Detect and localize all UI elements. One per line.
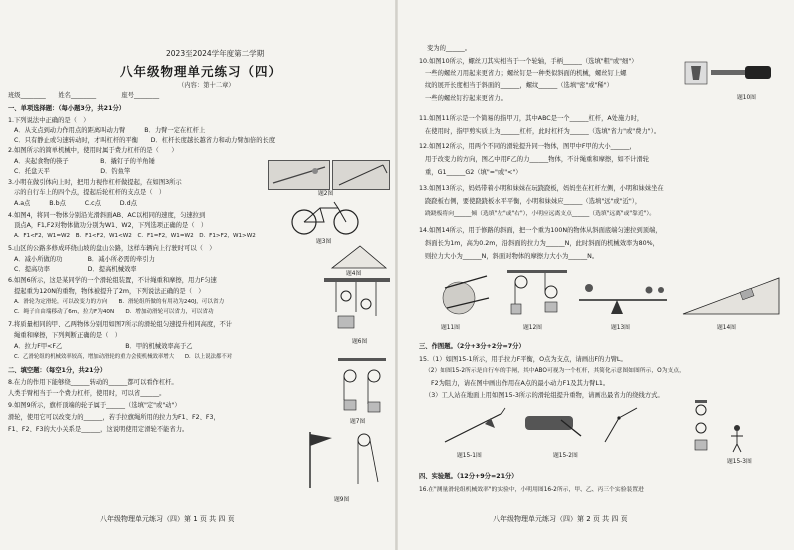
q10-stem-2: 一些的螺丝刀用起来更省力；螺丝钉是一种类似斜面的机械，螺丝钉上螺 bbox=[425, 70, 627, 77]
q14-stem-2: 斜面长为1m，高为0.2m，沿斜面的拉力为______N，此时斜面的机械效率为80%， bbox=[425, 240, 659, 247]
q4-stem-2: 顶点A，F1,F2对物体做功分别为W1、W2，下列选项正确的是（ ） bbox=[14, 222, 208, 229]
student-info: 班级________ 姓名________ 座号________ bbox=[8, 92, 160, 99]
q13-stem-2: 跷跷板右侧，要使跷跷板水平平衡，小明和妹妹应______（选填"远"或"近"）， bbox=[425, 198, 642, 205]
page-footer-right: 八年级物理单元练习（四）第 2 页 共 四 页 bbox=[493, 515, 628, 523]
figure-4-caption: 题4图 bbox=[346, 271, 362, 277]
q7-stem: 7.将质量相同的甲、乙两物体分别用如图7所示的滑轮组匀速提升相同高度，不计 bbox=[8, 321, 233, 328]
q4-stem: 4.如图4，将同一物体分别沿光滑斜面AB、AC以相同的速度，匀速拉到 bbox=[8, 212, 206, 219]
q9-continued: 变为的______。 bbox=[427, 45, 472, 52]
q15-part3: （3）工人站在地面上用如图15-3所示的滑轮组提升重物，请画出最省力的绕线方式。 bbox=[425, 392, 664, 399]
page-footer-left: 八年级物理单元练习（四）第 1 页 共 四 页 bbox=[100, 515, 235, 523]
q3-options: A.a点 B.b点 C.c点 D.d点 bbox=[14, 200, 137, 207]
q1-options-cd: C．只有静止或匀速转动时，才叫杠杆的平衡 D．杠杆长度越长越省力和动力臂加倍的长度 bbox=[14, 137, 276, 144]
page-title: 八年级物理单元练习（四） bbox=[120, 64, 283, 79]
figure-13-caption: 题13图 bbox=[611, 325, 630, 331]
q3-stem-2: 示的自行车上的四个点，提起后轮杠杆的支点是（ ） bbox=[14, 189, 166, 196]
q1-stem: 1.下列说法中正确的是（ ） bbox=[8, 117, 90, 124]
section-1-title: 一、单项选择题：（每小题3分，共21分） bbox=[8, 105, 126, 112]
q11-stem: 11.如图11所示是一个简易的指甲刀，其中ABC是一个______杠杆，A处施力时， bbox=[419, 115, 644, 122]
q15-part2: （2）如图15-2所示是自行车的手闸，其中ABO可视为一个杠杆，其简化示意图如图所示，O为支点， bbox=[425, 368, 685, 374]
q2-options-cd: C．托盘天平 D．钓鱼竿 bbox=[14, 168, 131, 175]
q2-stem: 2.如图所示的简单机械中，使用时属于费力杠杆的是（ ） bbox=[8, 147, 178, 154]
page-right bbox=[397, 0, 794, 550]
q14-stem: 14.如图14所示，用于修路的斜面，把一个重为100N的物体从斜面底端匀速拉到顶端， bbox=[419, 227, 662, 234]
q16-stem: 16.在"测量滑轮组机械效率"的实验中，小明用图16-2所示，甲、乙、丙三个实验装置进 bbox=[419, 487, 644, 493]
q5-options-ab: A．减小所做的功 B．减小所必需的牵引力 bbox=[14, 256, 155, 263]
figure-6-caption: 题6图 bbox=[352, 339, 368, 345]
figure-14-caption: 题14图 bbox=[717, 325, 736, 331]
figure-7-caption: 题7图 bbox=[350, 419, 366, 425]
q8-stem: 8.在力的作用下能够绕______转动的______都可以看作杠杆。 bbox=[8, 379, 178, 386]
figure-2b-image bbox=[332, 160, 390, 190]
q9-stem-2: 滑轮，使用它可以改变力的______，若手拉旗绳所用的拉力为F1、F2、F3， bbox=[8, 414, 220, 421]
section-2-title: 二、填空题：（每空1分，共21分） bbox=[8, 367, 107, 374]
figure-11-caption: 题11图 bbox=[441, 325, 460, 331]
figure-12-pulleys bbox=[505, 268, 569, 320]
figure-15-2-caption: 题15-2图 bbox=[553, 453, 578, 459]
q9-stem: 9.如图9所示，旗杆顶端的轮子属于______（选填"定"或"动"） bbox=[8, 402, 181, 409]
figure-14-ramp bbox=[679, 272, 783, 318]
q2-options-ab: A．夹起食物的筷子 B．撬钉子的羊角锤 bbox=[14, 158, 155, 165]
figure-13-seesaw bbox=[575, 278, 671, 318]
q5-stem: 5.山区的公路多修成环绕山坡的盘山公路，这样车辆向上行驶时可以（ ） bbox=[8, 245, 216, 252]
q9-stem-3: F1、F2、F3的大小关系是______，这说明使用定滑轮不能省力。 bbox=[8, 426, 189, 433]
figure-15-3-worker-pulley bbox=[681, 398, 757, 456]
figure-2-image bbox=[268, 160, 330, 190]
figure-10-caption: 题10图 bbox=[737, 95, 756, 101]
figure-4-incline bbox=[330, 244, 388, 270]
q10-stem-4: 一些的螺丝钉拧起来更省力。 bbox=[425, 95, 507, 102]
figure-3-caption: 题3图 bbox=[316, 239, 332, 245]
q15-part1: 15.（1）如图15-1所示，用手拉力F平衡，O点为支点，请画出F的力臂L。 bbox=[419, 356, 627, 363]
q1-options-ab: A．从支点到动力作用点的距离叫动力臂 B．力臂一定在杠杆上 bbox=[14, 127, 206, 134]
figure-12-caption: 题12图 bbox=[523, 325, 542, 331]
q13-stem-3: 跷跷板将向______倾（选填"左"或"右"），小明应远离支点______（选填"远离"或"靠近"）。 bbox=[425, 211, 656, 217]
figure-2-caption: 题2图 bbox=[318, 191, 334, 197]
figure-6-pulley-system bbox=[322, 276, 392, 334]
q13-stem: 13.如图13所示，妈妈带着小明和妹妹在玩跷跷板，妈妈坐在杠杆左侧，小明和妹妹坐在 bbox=[419, 185, 664, 192]
exam-year: 2023至2024学年度第二学期 bbox=[166, 49, 265, 58]
figure-11-nail-clipper bbox=[437, 268, 497, 320]
q6-stem: 6.如图6所示，这是某同学的一个滑轮组装置，不计绳重和摩擦，用力F匀速 bbox=[8, 277, 217, 284]
figure-15-1-caption: 题15-1图 bbox=[457, 453, 482, 459]
q3-stem: 3.小明在做引体向上时，把用力视作杠杆做提起，在如图3所示 bbox=[8, 179, 182, 186]
q14-stem-3: 则拉力大小为______N，斜面对物体的摩擦力大小为______N。 bbox=[425, 253, 599, 260]
figure-9-flagpole bbox=[300, 428, 386, 490]
q10-stem: 10.如图10所示，螺丝刀其实相当于一个轮轴，手柄______（选填"粗"或"细"） bbox=[419, 58, 638, 65]
q12-stem: 12.如图12所示，用两个不同的滑轮提升同一物体，图甲中F甲的大小______， bbox=[419, 143, 636, 150]
q8-stem-2: 人类手臂相当于一个费力杠杆，使用时，可以省______。 bbox=[8, 390, 166, 397]
section-3-title: 三、作图题。（2分+3分+2分=7分） bbox=[419, 343, 525, 350]
q6-options-cd: C．绳子自由端移动了6m，拉力F为40N D．增加动滑轮可以省力，可以省功 bbox=[14, 309, 214, 315]
figure-9-caption: 题9图 bbox=[334, 497, 350, 503]
q10-stem-3: 纹的展开长度相当于斜面的______，螺纹______（选填"密"或"稀"） bbox=[425, 82, 613, 89]
figure-10-screwdriver bbox=[681, 56, 777, 90]
q6-options-ab: A．滑轮为定滑轮，可以改变力的方向 B．滑轮组所做的有用功为240J，可以省力 bbox=[14, 299, 225, 305]
figure-7-pulleys bbox=[336, 356, 388, 414]
q7-options-ab: A．拉力F甲<F乙 B．甲的机械效率高于乙 bbox=[14, 343, 193, 350]
figure-3-bicycle bbox=[290, 200, 360, 236]
figure-15-2-bike-brake bbox=[521, 402, 645, 450]
exam-scope: （内容：第十二章） bbox=[178, 82, 235, 89]
q7-stem-2: 绳重和摩擦，下列判断正确的是（ ） bbox=[14, 332, 122, 339]
q6-stem-2: 提起重为120N的重物，物体被提升了2m，下列说法正确的是（ ） bbox=[14, 288, 205, 295]
q12-stem-2: 用于改变力的方向，图乙中用F乙的力______物体，不计绳重和摩擦，如不计滑轮 bbox=[425, 156, 650, 163]
section-4-title: 四、实验题。（12分+9分=21分） bbox=[419, 473, 518, 480]
figure-15-3-caption: 题15-3图 bbox=[727, 459, 752, 465]
figure-15-1-hand-lever bbox=[441, 404, 511, 448]
q15-part2-b: F2为阻力，请在图中画出作用在A点的最小动力F1及其力臂L1。 bbox=[431, 380, 610, 387]
q7-options-cd: C．乙滑轮组的机械效率较高，增加动滑轮的重力会使机械效率增大 D．以上说法都不对 bbox=[14, 354, 233, 360]
q5-options-cd: C．提高功率 D．提高机械效率 bbox=[14, 266, 137, 273]
q11-stem-2: 在使用时，指甲剪实质上为______杠杆，此时杠杆为______（选填"省力"或"费力"）。 bbox=[425, 128, 661, 135]
q12-stem-3: 重，G1______G2（填"="或"<"） bbox=[425, 169, 522, 176]
q4-options: A．F1<F2，W1=W2 B．F1<F2，W1<W2 C．F1=F2，W1=W2 D．F1>F2，W1>W2 bbox=[14, 233, 256, 239]
